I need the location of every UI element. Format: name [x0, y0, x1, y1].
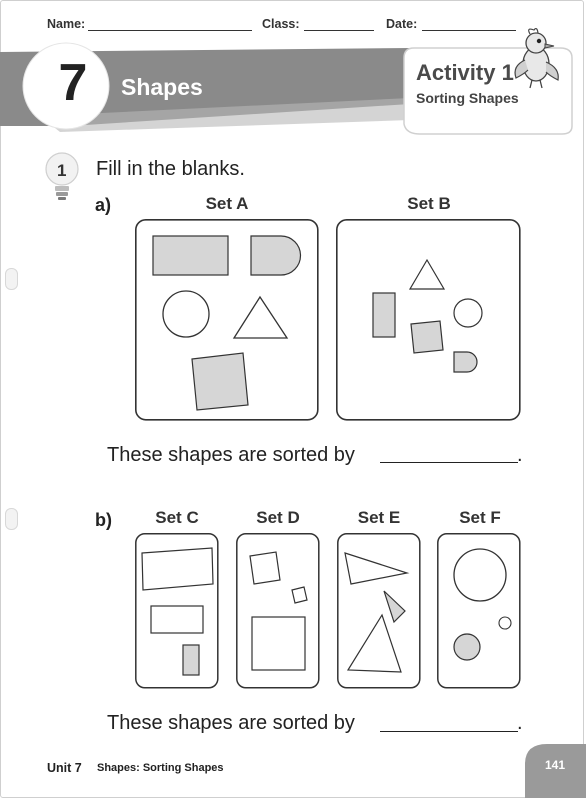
- question-instruction: Fill in the blanks.: [96, 158, 245, 180]
- part-b-label: b): [95, 510, 112, 530]
- date-field[interactable]: [422, 30, 516, 31]
- circle-shape: [454, 549, 506, 601]
- set-b-label: Set B: [407, 194, 451, 213]
- bird-mascot-icon: [510, 26, 566, 90]
- circle-shape: [454, 634, 480, 660]
- set-c-box: [135, 533, 219, 689]
- square-shape: [411, 321, 443, 353]
- set-d-box: [236, 533, 320, 689]
- rectangle-shape: [183, 645, 199, 675]
- set-b-box: [336, 219, 521, 421]
- set-a-box: [135, 219, 319, 421]
- d-shape: [454, 352, 477, 372]
- rectangle-shape: [142, 548, 213, 590]
- part-a-label: a): [95, 195, 112, 215]
- part-b-period: .: [517, 712, 523, 734]
- activity-title: Activity 1: [416, 60, 514, 85]
- set-e-label: Set E: [357, 508, 401, 527]
- circle-shape: [163, 291, 209, 337]
- square-shape: [250, 552, 280, 584]
- part-b-sentence: These shapes are sorted by: [107, 712, 355, 734]
- binder-hole: [5, 508, 18, 530]
- circle-shape: [454, 299, 482, 327]
- set-e-box: [337, 533, 421, 689]
- unit-number: 7: [58, 54, 88, 112]
- date-label: Date:: [386, 17, 418, 31]
- square-shape: [292, 587, 307, 603]
- class-label: Class:: [262, 17, 300, 31]
- part-b-answer-blank[interactable]: [380, 731, 518, 732]
- set-d-label: Set D: [256, 508, 300, 527]
- square-shape: [252, 617, 305, 670]
- page-number: 141: [545, 758, 566, 772]
- rectangle-shape: [151, 606, 203, 633]
- name-label: Name:: [47, 17, 86, 31]
- part-a-period: .: [517, 444, 523, 466]
- class-field[interactable]: [304, 30, 374, 31]
- set-a-label: Set A: [205, 194, 249, 213]
- name-field[interactable]: [88, 30, 252, 31]
- rectangle-shape: [153, 236, 228, 275]
- part-a-answer-blank[interactable]: [380, 462, 518, 463]
- set-f-box: [437, 533, 521, 689]
- part-a-sentence: These shapes are sorted by: [107, 444, 355, 466]
- rectangle-shape: [373, 293, 395, 337]
- set-c-label: Set C: [155, 508, 199, 527]
- question-number: 1: [57, 161, 67, 180]
- binder-hole: [5, 268, 18, 290]
- unit-title: Shapes: [121, 74, 203, 100]
- set-f-label: Set F: [459, 508, 501, 527]
- circle-shape: [499, 617, 511, 629]
- square-shape: [192, 353, 248, 410]
- footer-title: Shapes: Sorting Shapes: [97, 762, 224, 774]
- activity-subtitle: Sorting Shapes: [416, 90, 519, 106]
- footer-unit: Unit 7: [47, 761, 82, 775]
- d-shape: [251, 236, 301, 275]
